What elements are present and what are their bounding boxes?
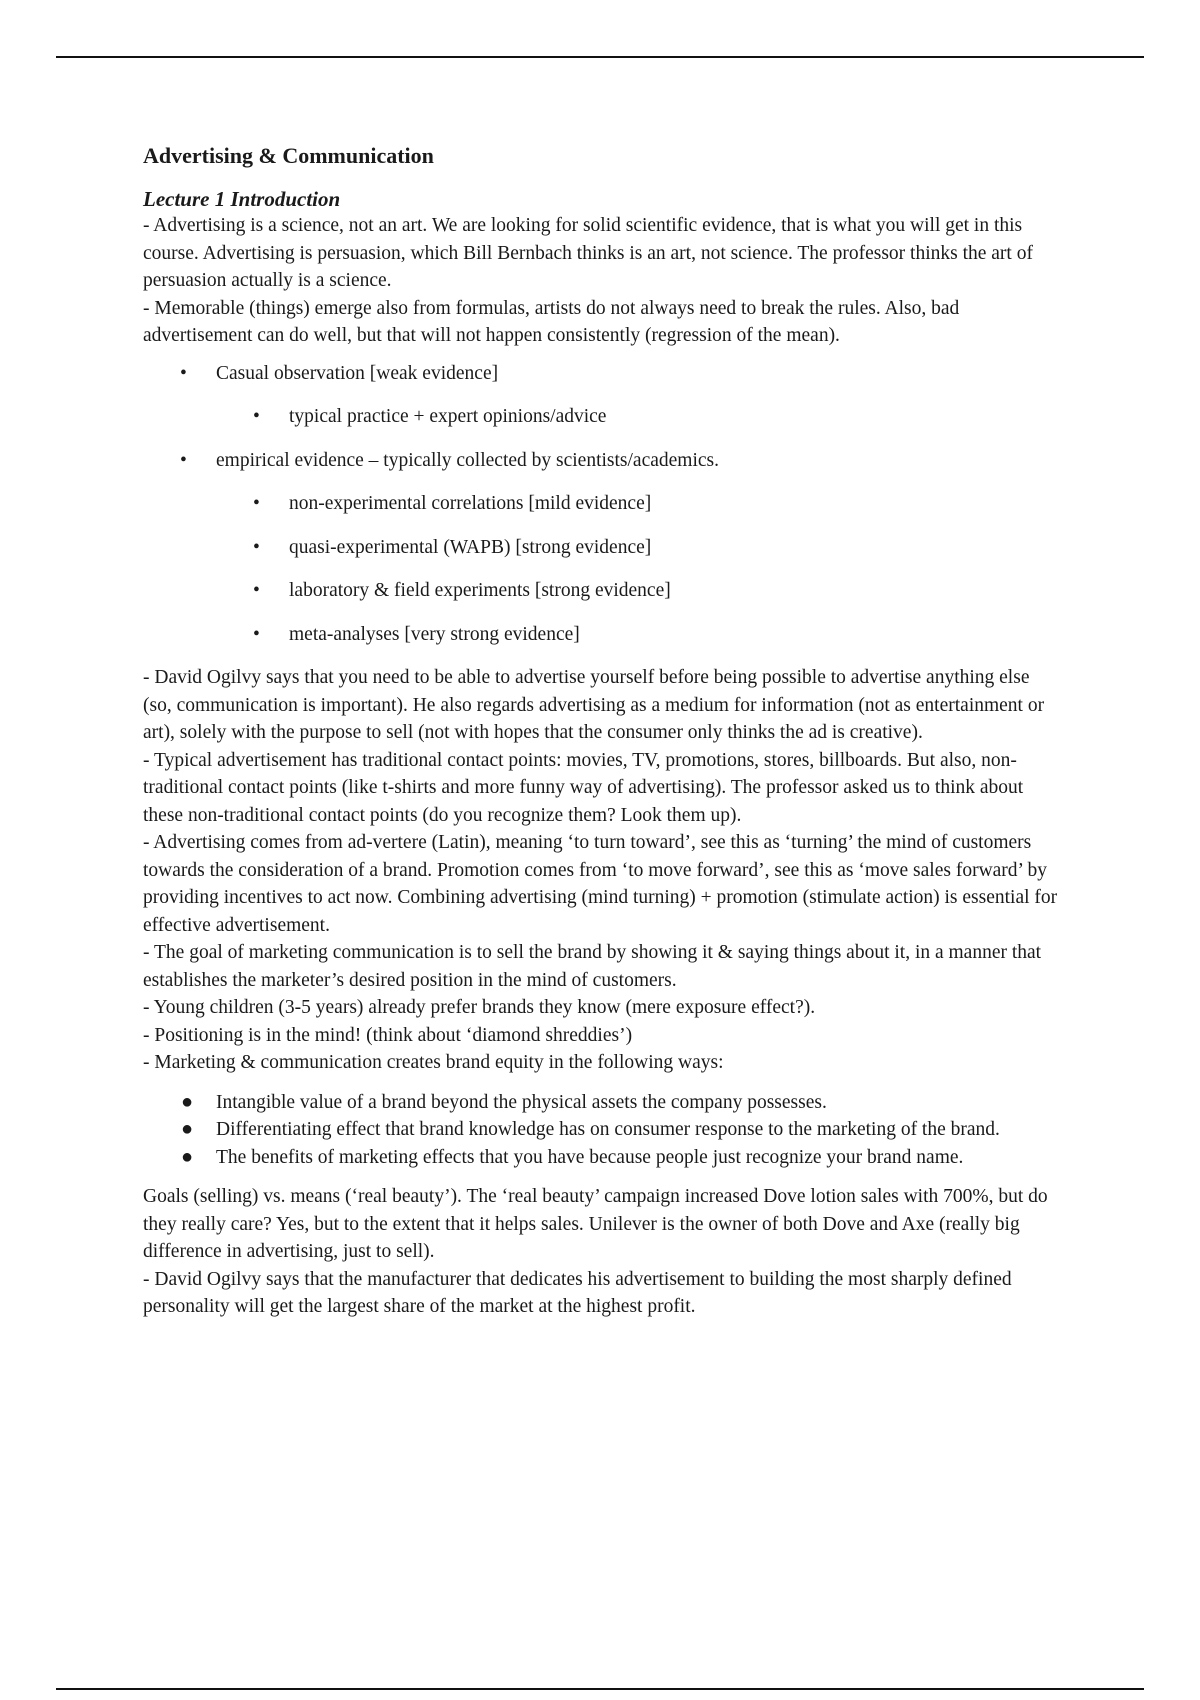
- list-item-text: empirical evidence – typically collected by scientists/academics.: [216, 449, 720, 471]
- list-item: [216, 490, 1058, 518]
- paragraph: - Marketing & communication creates brand equity in the following ways:: [143, 1052, 724, 1073]
- bullet-icon: •: [180, 362, 187, 384]
- lecture-title: Lecture 1 Introduction: [143, 187, 341, 211]
- list-item-text: The benefits of marketing effects that you have because people just recognize your brand name.: [216, 1146, 964, 1168]
- bullet-icon: •: [253, 580, 260, 601]
- bullet-icon: •: [253, 406, 260, 427]
- document-body: [143, 142, 1058, 1321]
- list-item: [216, 577, 1058, 605]
- list-item: [143, 1144, 1058, 1172]
- list-item: [216, 534, 1058, 562]
- paragraph: - Memorable (things) emerge also from formulas, artists do not always need to break the rules. Also, bad advertisement can do well, but that will not happen consistently (regression of the mean).: [143, 297, 960, 346]
- bullet-icon: •: [253, 493, 260, 514]
- list-item: [143, 1089, 1058, 1117]
- paragraph: - Positioning is in the mind! (think about ‘diamond shreddies’): [143, 1024, 633, 1046]
- bottom-rule: [56, 1688, 1144, 1690]
- list-item-text: Intangible value of a brand beyond the physical assets the company possesses.: [216, 1091, 827, 1113]
- sub-list: [216, 490, 1058, 648]
- bullet-icon: ●: [181, 1118, 194, 1140]
- list-item: [143, 447, 1058, 649]
- list-item-text: typical practice + expert opinions/advice: [289, 406, 607, 427]
- evidence-list: [143, 360, 1058, 649]
- bullet-icon: ●: [181, 1090, 194, 1113]
- paragraph: - Advertising comes from ad-vertere (Latin), meaning ‘to turn toward’, see this as ‘turning’ the mind of customers towards the consideration of a brand. Promotion comes from ‘to move forward’, see this as ‘move sales forward’ by providing incentives to act now. Combining advertising (mind turning) + promotion (stimulate action) is essential for effective advertisement.: [143, 832, 1058, 936]
- list-item-text: meta-analyses [very strong evidence]: [289, 623, 580, 645]
- list-item-text: Differentiating effect that brand knowledge has on consumer response to the marketing of the brand.: [216, 1119, 1000, 1140]
- paragraph: - Typical advertisement has traditional contact points: movies, TV, promotions, stores, billboards. But also, non-traditional contact points (like t-shirts and more funny way of advertising). The professor asked us to think about these non-traditional contact points (do you recognize them? Look them up).: [143, 749, 1024, 826]
- paragraph: - The goal of marketing communication is to sell the brand by showing it & saying things about it, in a manner that establishes the marketer’s desired position in the mind of customers.: [143, 942, 1042, 991]
- list-item: [216, 621, 1058, 649]
- paragraph: - David Ogilvy says that you need to be able to advertise yourself before being possible to advertise anything else (so, communication is important). He also regards advertising as a medium for information (not as entertainment or art), solely with the purpose to sell (not with hopes that the consumer only thinks the ad is creative).: [143, 667, 1045, 743]
- brand-equity-list: [143, 1089, 1058, 1172]
- sub-list: [216, 403, 1058, 431]
- paragraph: Goals (selling) vs. means (‘real beauty’). The ‘real beauty’ campaign increased Dove lotion sales with 700%, but do they really care? Yes, but to the extent that it helps sales. Unilever is the owner of both Dove and Axe (really big difference in advertising, just to sell).: [143, 1186, 1048, 1262]
- bullet-icon: •: [253, 623, 260, 645]
- list-item: [216, 403, 1058, 431]
- bullet-icon: •: [253, 536, 260, 558]
- paragraph: - Advertising is a science, not an art. We are looking for solid scientific evidence, that is what you will get in this course. Advertising is persuasion, which Bill Bernbach thinks is an art, not science. The professor thinks the art of persuasion actually is a science.: [143, 215, 1033, 291]
- bullet-icon: ●: [181, 1145, 194, 1168]
- paragraph: - Young children (3-5 years) already prefer brands they know (mere exposure effect?).: [143, 997, 816, 1018]
- list-item-text: non-experimental correlations [mild evidence]: [289, 493, 652, 514]
- bullet-icon: •: [180, 449, 187, 471]
- document-title: Advertising & Communication: [143, 143, 434, 168]
- list-item-text: Casual observation [weak evidence]: [216, 362, 499, 384]
- top-rule: [56, 56, 1144, 58]
- list-item: [143, 1116, 1058, 1144]
- paragraph: - David Ogilvy says that the manufacturer that dedicates his advertisement to building the most sharply defined personality will get the largest share of the market at the highest profit.: [143, 1268, 1012, 1317]
- list-item-text: quasi-experimental (WAPB) [strong evidence]: [289, 536, 652, 558]
- list-item: [143, 360, 1058, 431]
- list-item-text: laboratory & field experiments [strong evidence]: [289, 580, 671, 601]
